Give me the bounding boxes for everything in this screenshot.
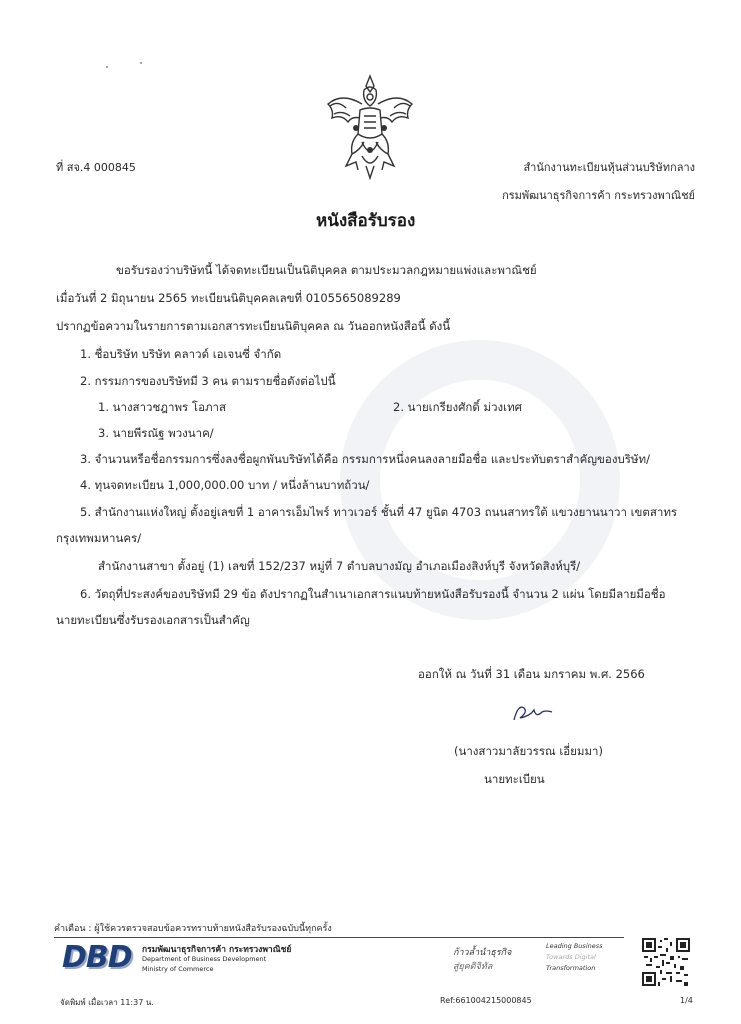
issue-date: ออกให้ ณ วันที่ 31 เดือน มกราคม พ.ศ. 2566	[418, 667, 645, 681]
signature-icon	[508, 700, 554, 726]
page-number: 1/4	[680, 996, 693, 1005]
office-name: สำนักงานทะเบียนหุ้นส่วนบริษัทกลาง	[523, 161, 695, 174]
footer-warning: คำเตือน : ผู้ใช้ควรตรวจสอบข้อควรทราบท้ายหนังสือรับรองฉบับนี้ทุกครั้ง	[54, 924, 332, 934]
tagline-3: Transformation	[546, 964, 596, 972]
intro-line-3: ปรากฏข้อความในรายการตามเอกสารทะเบียนนิติบุคคล ณ วันออกหนังสือนี้ ดังนี้	[56, 319, 451, 333]
document-number: ที่ สจ.4 000845	[56, 161, 136, 174]
intro-line-1: ขอรับรองว่าบริษัทนี้ ได้จดทะเบียนเป็นนิติบุคคล ตามประมวลกฎหมายแพ่งและพาณิชย์	[116, 263, 537, 277]
item-branch-office: สำนักงานสาขา ตั้งอยู่ (1) เลขที่ 152/237 หมู่ที่ 7 ตำบลบางมัญ อำเภอเมืองสิงห์บุรี จังหวัดสิงห์บุรี/	[98, 559, 581, 573]
item-head-office: 5. สำนักงานแห่งใหญ่ ตั้งอยู่เลขที่ 1 อาคารเอ็มไพร์ ทาวเวอร์ ชั้นที่ 47 ยูนิต 4703 ถนนสาทรใต้ แขวงยานนาวา เขตสาทร	[80, 505, 678, 519]
footer-divider	[54, 937, 624, 938]
registrar-title: นายทะเบียน	[484, 772, 545, 786]
department-thai-name: กรมพัฒนาธุรกิจการค้า กระทรวงพาณิชย์	[142, 945, 292, 955]
reference-number: Ref:661004215000845	[440, 996, 532, 1005]
director-1: 1. นางสาวชฎาพร โอภาส	[98, 400, 227, 414]
page-title: หนังสือรับรอง	[316, 211, 416, 231]
dbd-logo: DBD	[62, 940, 132, 975]
item-objectives: 6. วัตถุที่ประสงค์ของบริษัทมี 29 ข้อ ดังปรากฏในสำเนาเอกสารแนบท้ายหนังสือรับรองนี้ จำนวน 2 แผ่น โดยมีลายมือชื่อ	[80, 587, 666, 601]
garuda-emblem-icon	[322, 70, 418, 182]
item-registered-capital: 4. ทุนจดทะเบียน 1,000,000.00 บาท / หนึ่งล้านบาทถ้วน/	[80, 478, 370, 492]
item-company-name: 1. ชื่อบริษัท บริษัท คลาวด์ เอเจนซี่ จำกัด	[80, 347, 282, 361]
director-3: 3. นายพีรณัฐ พวงนาค/	[98, 426, 214, 440]
slogan-thai-1: ก้าวล้ำนำธุรกิจ	[453, 948, 512, 958]
scan-marks	[106, 62, 146, 72]
intro-line-2: เมื่อวันที่ 2 มิถุนายน 2565 ทะเบียนนิติบุคคลเลขที่ 0105565089289	[56, 291, 401, 305]
ministry-english-name: Ministry of Commerce	[142, 965, 214, 973]
registrar-name: (นางสาวมาลัยวรรณ เอี่ยมมา)	[454, 744, 603, 758]
item-head-office-cont: กรุงเทพมหานคร/	[56, 531, 142, 545]
department-name: กรมพัฒนาธุรกิจการค้า กระทรวงพาณิชย์	[502, 189, 695, 202]
qr-code-icon	[642, 938, 690, 986]
item-signing-authority: 3. จำนวนหรือชื่อกรรมการซึ่งลงชื่อผูกพันบริษัทได้คือ กรรมการหนึ่งคนลงลายมือชื่อ และประทับตราสำคัญของบริษัท/	[80, 452, 650, 466]
item-objectives-cont: นายทะเบียนซึ่งรับรองเอกสารเป็นสำคัญ	[56, 613, 250, 627]
watermark-logo	[330, 330, 630, 630]
slogan-thai-2: สู่ยุคดิจิทัล	[453, 962, 493, 972]
tagline-1: Leading Business	[546, 942, 603, 950]
tagline-2: Towards Digital	[546, 953, 596, 961]
item-directors: 2. กรรมการของบริษัทมี 3 คน ตามรายชื่อดังต่อไปนี้	[80, 374, 336, 388]
printed-time: จัดพิมพ์ เมื่อเวลา 11:37 น.	[60, 998, 154, 1007]
department-english-name: Department of Business Development	[142, 955, 267, 963]
director-2: 2. นายเกรียงศักดิ์ ม่วงเทศ	[393, 400, 522, 414]
